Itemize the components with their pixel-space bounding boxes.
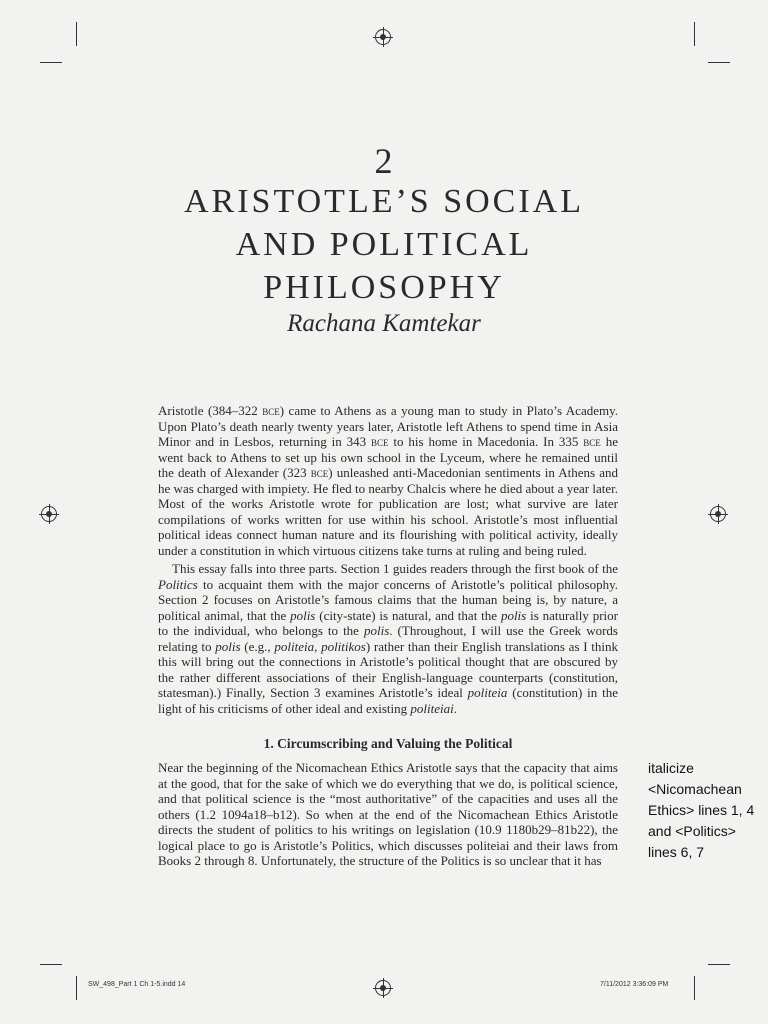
- crop-mark: [694, 976, 695, 1000]
- chapter-number: 2: [374, 141, 394, 181]
- registration-mark-icon: [375, 29, 391, 45]
- registration-mark-icon: [375, 980, 391, 996]
- registration-mark-icon: [41, 506, 57, 522]
- era-abbreviation: bce: [262, 403, 280, 418]
- overview-paragraph: This essay falls into three parts. Section 1 guides readers through the first book of the Politics to acquaint them with the major concerns of Aristotle’s political philosophy. Section 2 focuses on Aristotle’s famous claims that the human being is, by nature, a political animal, that the polis (city-state) is natural, and that the polis is naturally prior to the individual, who belongs to the polis. (Throughout, I will use the Greek words relating to polis (e.g., politeia, politikos) rather than their English translations as I think this will bring out the connections in Aristotle’s political thought that are obscured by the rather different associations of their English-language counterparts (constitution, statesman).) Finally, Section 3 examines Aristotle’s ideal politeia (constitution) in the light of his criticisms of other ideal and existing politeiai.: [158, 561, 618, 716]
- era-abbreviation: bce: [371, 434, 389, 449]
- era-abbreviation: bce: [310, 465, 329, 480]
- italic-term: polis: [363, 623, 390, 638]
- margin-note: italicize <Nicomachean Ethics> lines 1, 4 and <Politics> lines 6, 7: [648, 760, 755, 860]
- crop-mark: [40, 62, 62, 63]
- author-name: Rachana Kamtekar: [287, 310, 481, 337]
- italic-term: politeiai: [410, 700, 454, 716]
- italic-term: polis: [500, 607, 527, 623]
- italic-term: politeia: [467, 685, 508, 700]
- italic-term: polis: [215, 638, 241, 654]
- intro-paragraph: Aristotle (384–322 bce) came to Athens as a young man to study in Plato’s Academy. Upon Plato’s death nearly twenty years later, Aristotle left Athens to spend time in Asia Minor and in Lesbos, returning in 343 bce to his home in Macedonia. In 335 bce he went back to Athens to set up his own school in the Lyceum, where he remained until the death of Alexander (323 bce) unleashed anti-Macedonian sentiments in Athens and he was charged with impiety. He fled to nearby Chalcis where he died about a year later. Most of the works Aristotle wrote for publication are lost; what survive are later compilations of works written for use within his school. Aristotle’s most influential political ideas connect human nature and its flourishing with political activity, ideally under a constitution in which virtuous citizens take turns at ruling and being ruled.: [158, 403, 618, 558]
- section-paragraph: Near the beginning of the Nicomachean Ethics Aristotle says that the capacity that aims at the good, that for the sake of which we do everything that we do, is political science, and that political science is the “most authoritative” of the capacities and uses all the others (1.2 1094a18–b12). So when at the end of the Nicomachean Ethics Aristotle directs the student of politics to his writings on legislation (10.9 1180b29–81b22), the logical place to go is Aristotle’s Politics, which discusses politeiai and their laws from Books 2 through 8. Unfortunately, the structure of the Politics is so unclear that it has: [158, 760, 618, 868]
- crop-mark: [76, 976, 77, 1000]
- italic-term: polis: [290, 607, 316, 623]
- registration-mark-icon: [710, 506, 726, 522]
- slug-timestamp: 7/11/2012 3:36:09 PM: [600, 981, 669, 988]
- slug-filename: SW_498_Part 1 Ch 1-5.indd 14: [88, 981, 186, 988]
- crop-mark: [708, 964, 730, 965]
- crop-mark: [76, 22, 77, 46]
- crop-mark: [694, 22, 695, 46]
- crop-mark: [708, 62, 730, 63]
- italic-term: politeia: [274, 638, 315, 654]
- crop-mark: [40, 964, 62, 965]
- era-abbreviation: bce: [583, 434, 601, 449]
- italic-term: Politics: [158, 576, 198, 592]
- chapter-title: ARISTOTLE’S SOCIAL AND POLITICAL PHILOSOPHY: [184, 183, 584, 306]
- section-heading: 1. Circumscribing and Valuing the Political: [263, 736, 513, 751]
- italic-term: politikos: [321, 638, 366, 654]
